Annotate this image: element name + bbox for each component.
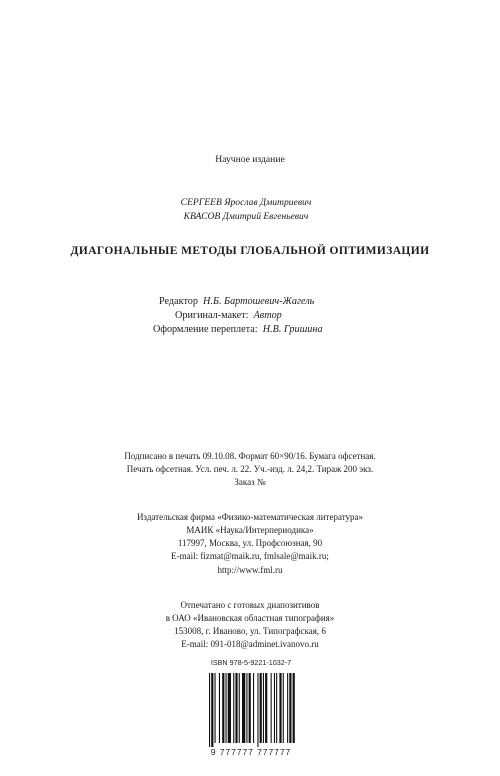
credit-editor [159,297,314,307]
credit-value: Н.Б. Бартошевич-Жагель [203,296,315,307]
print-info-line: Заказ № [234,477,266,487]
publisher-line: Издательская фирма «Физико-математическая литература» [136,512,364,522]
printer-line: Отпечатано с готовых диапозитивов [180,600,320,610]
credit-value: Автор [253,310,282,321]
publisher-line: МАИК «Наука/Интерпериодика» [186,525,314,535]
barcode-bar [253,673,254,743]
barcode [203,669,299,749]
barcode-bar [271,673,272,743]
barcode-bar [293,673,295,743]
barcode-bar [276,673,277,743]
author-1: СЕРГЕЕВ Ярослав Дмитриевич [180,197,312,208]
credit-label: Оригинал-макет: [175,310,249,321]
barcode-bar [289,673,291,743]
barcode-bar [209,673,210,747]
barcode-bar [242,673,245,743]
barcode-bar [239,673,240,743]
barcode-bar [265,673,267,743]
barcode-bar [257,673,258,747]
credit-label: Оформление переплета: [153,324,258,335]
printer-line: 153008, г. Иваново, ул. Типографская, 6 [174,626,326,636]
barcode-bar [219,673,220,743]
barcode-bar [274,673,275,743]
barcode-bar [260,673,262,743]
print-info-line: Печать офсетная. Усл. печ. л. 22. Уч.-изд. л. 24,2. Тираж 200 экз. [126,464,374,474]
printer-email: E-mail: 091-018@adminet.ivanovo.ru [181,639,319,649]
barcode-bar [211,673,213,747]
barcode-bar [246,673,247,743]
barcode-bar [279,673,281,743]
barcode-bar [215,673,216,743]
barcode-bar [222,673,224,743]
book-title: ДИАГОНАЛЬНЫЕ МЕТОДЫ ГЛОБАЛЬНОЙ ОПТИМИЗАЦИИ [70,245,430,257]
publisher-line: 117997, Москва, ул. Профсоюзная, 90 [177,538,323,548]
publisher-email: E-mail: fizmat@maik.ru, fmlsale@maik.ru; [171,551,329,561]
printer-line: в ОАО «Ивановская областная типография» [165,613,335,623]
publisher-url: http://www.fml.ru [217,565,283,575]
barcode-bar [283,673,284,743]
credit-value: Н.В. Гришина [262,324,323,335]
barcode-icon [203,669,299,749]
barcode-bar [235,673,237,743]
print-info-line: Подписано в печать 09.10.08. Формат 60×90/16. Бумага офсетная. [124,451,376,461]
credit-label: Редактор [159,296,198,307]
barcode-bar [228,673,231,743]
barcode-bar [263,673,264,743]
author-2: КВАСОВ Дмитрий Евгеньевич [183,211,309,222]
barcode-bar [287,673,288,743]
barcode-number: 9 777777 777777 [210,747,292,757]
barcode-bar [226,673,227,743]
credit-layout [175,311,282,321]
isbn-label: ISBN 978-5-9221-1032-7 [210,658,292,667]
barcode-bar [249,673,251,743]
barcode-bar [233,673,234,743]
credit-cover [153,325,323,335]
edition-type: Научное издание [215,154,285,165]
